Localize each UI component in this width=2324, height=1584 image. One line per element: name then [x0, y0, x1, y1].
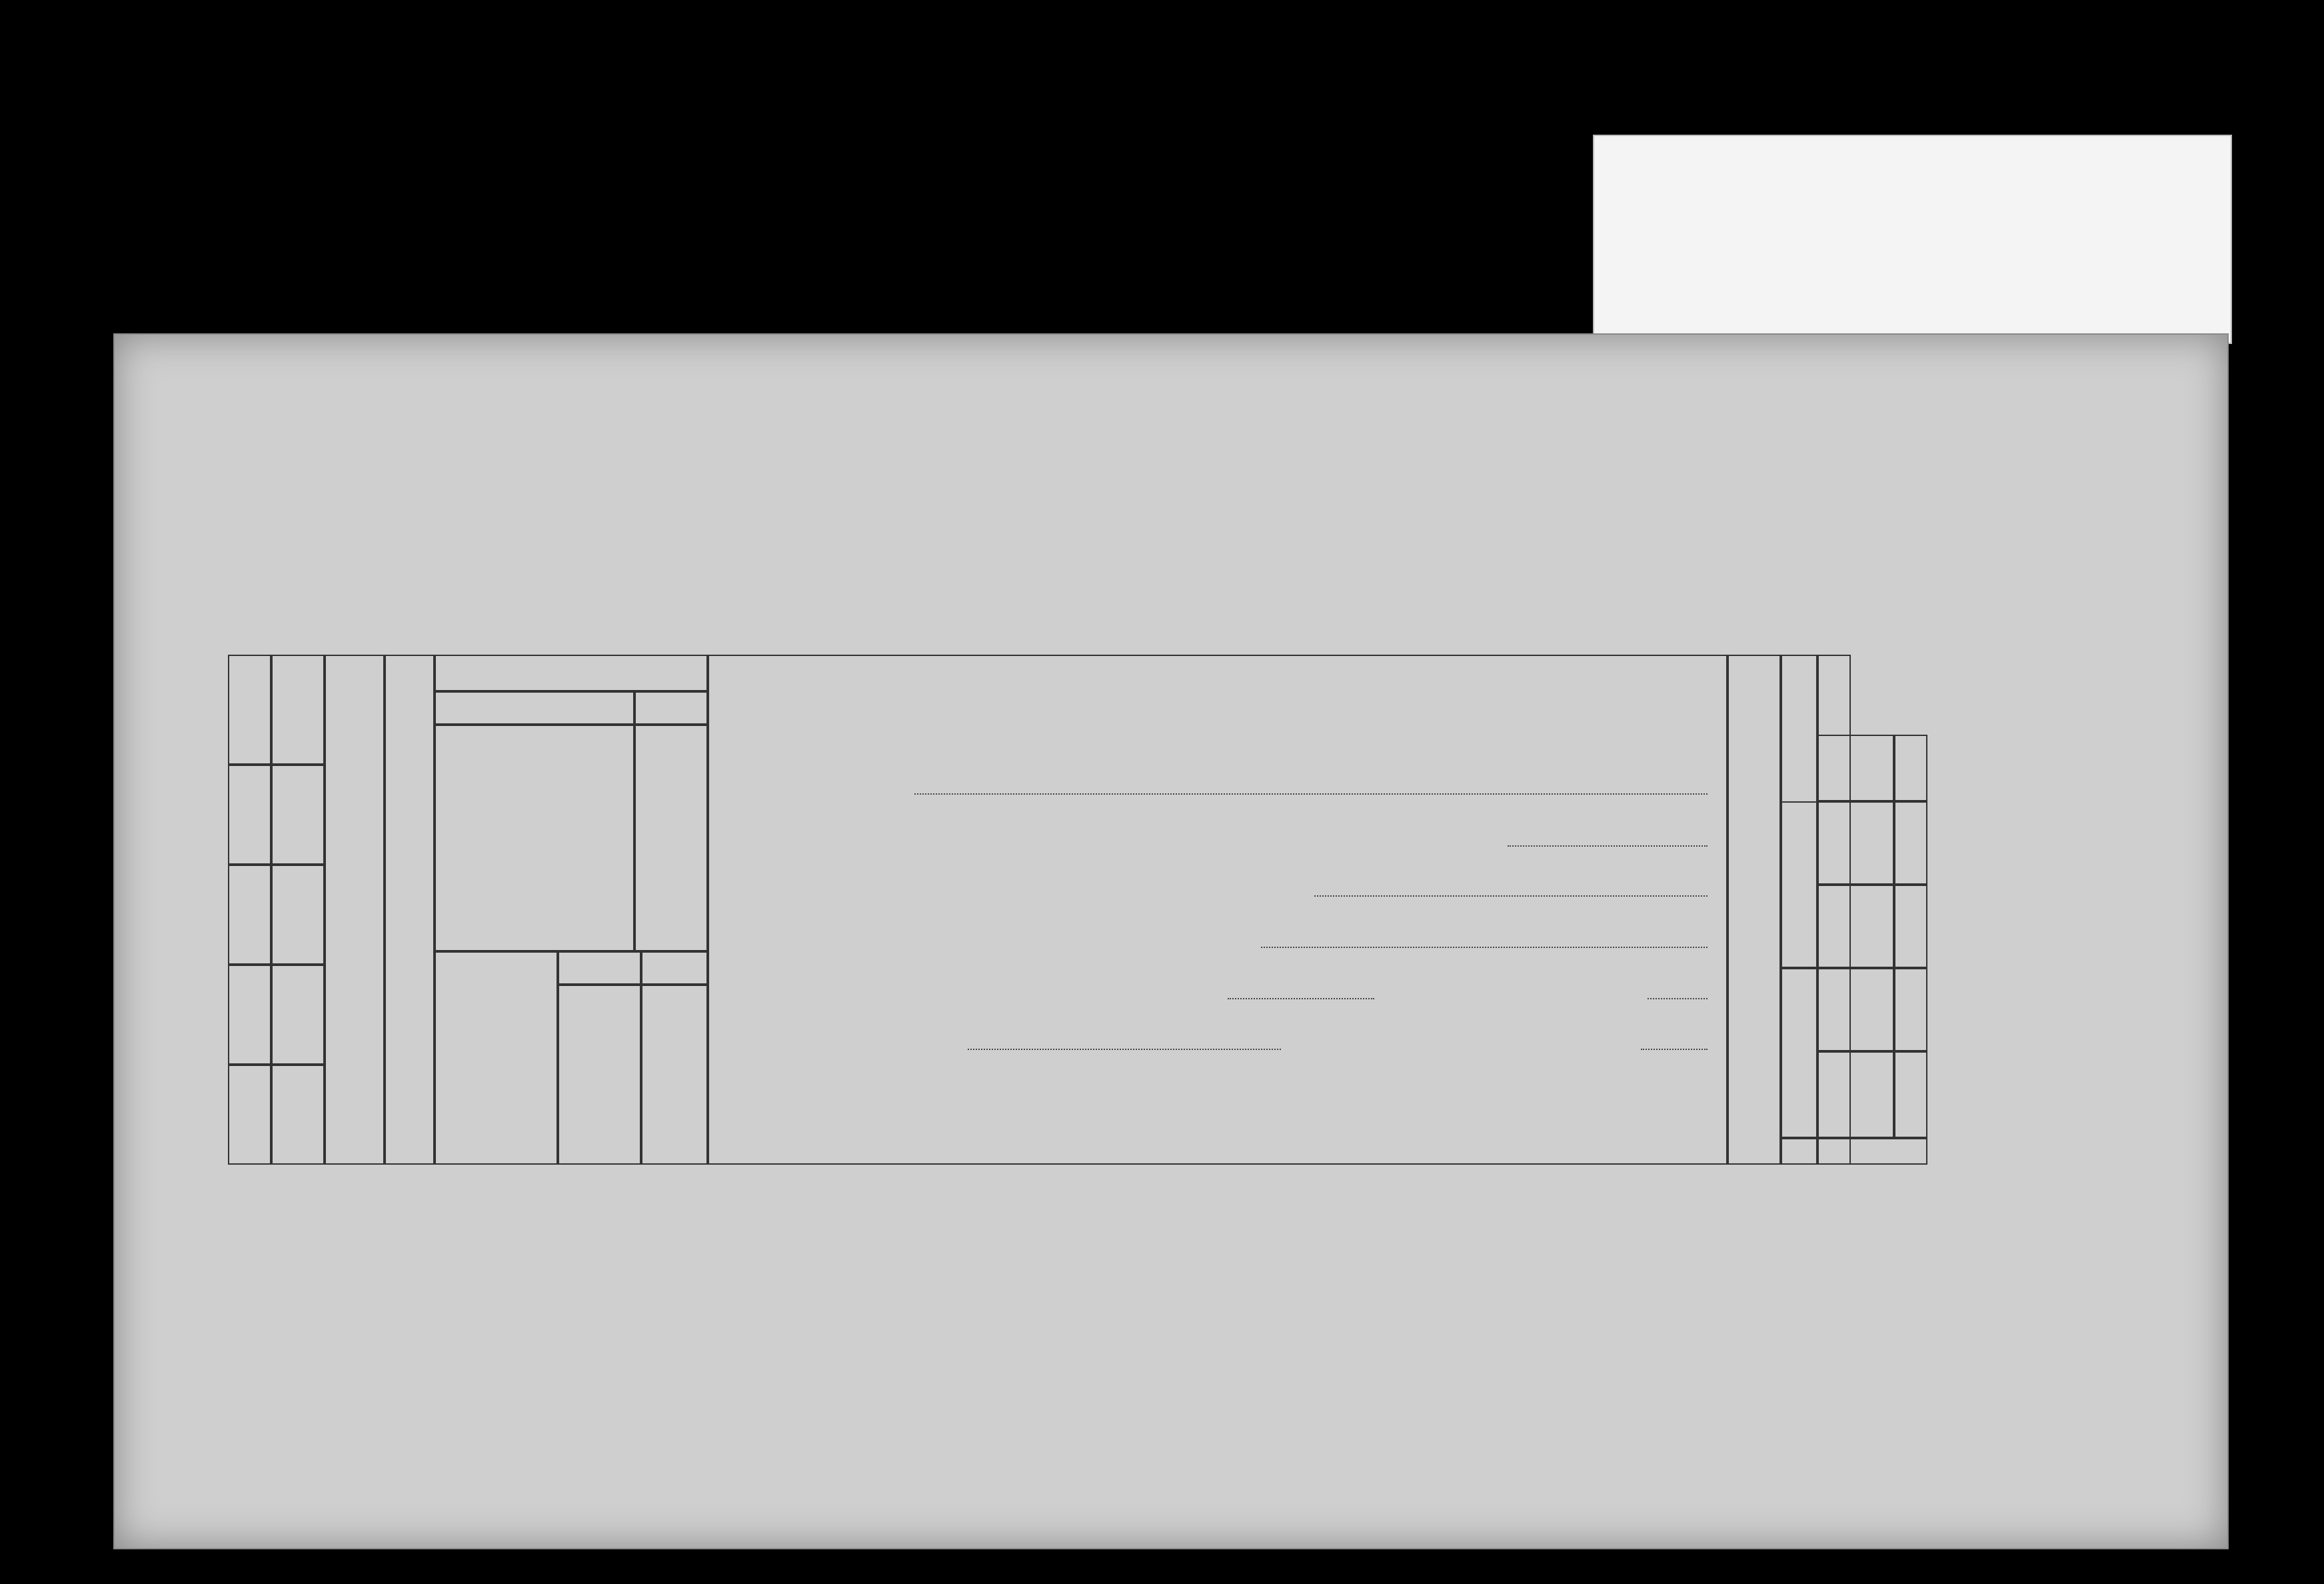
trade-name [435, 691, 634, 725]
soiled-label [1593, 135, 2232, 344]
roots-head [641, 951, 708, 985]
census-card [113, 333, 2229, 1549]
trade-qty [634, 691, 708, 725]
trade-head [435, 655, 708, 691]
desyat-head [558, 951, 641, 985]
